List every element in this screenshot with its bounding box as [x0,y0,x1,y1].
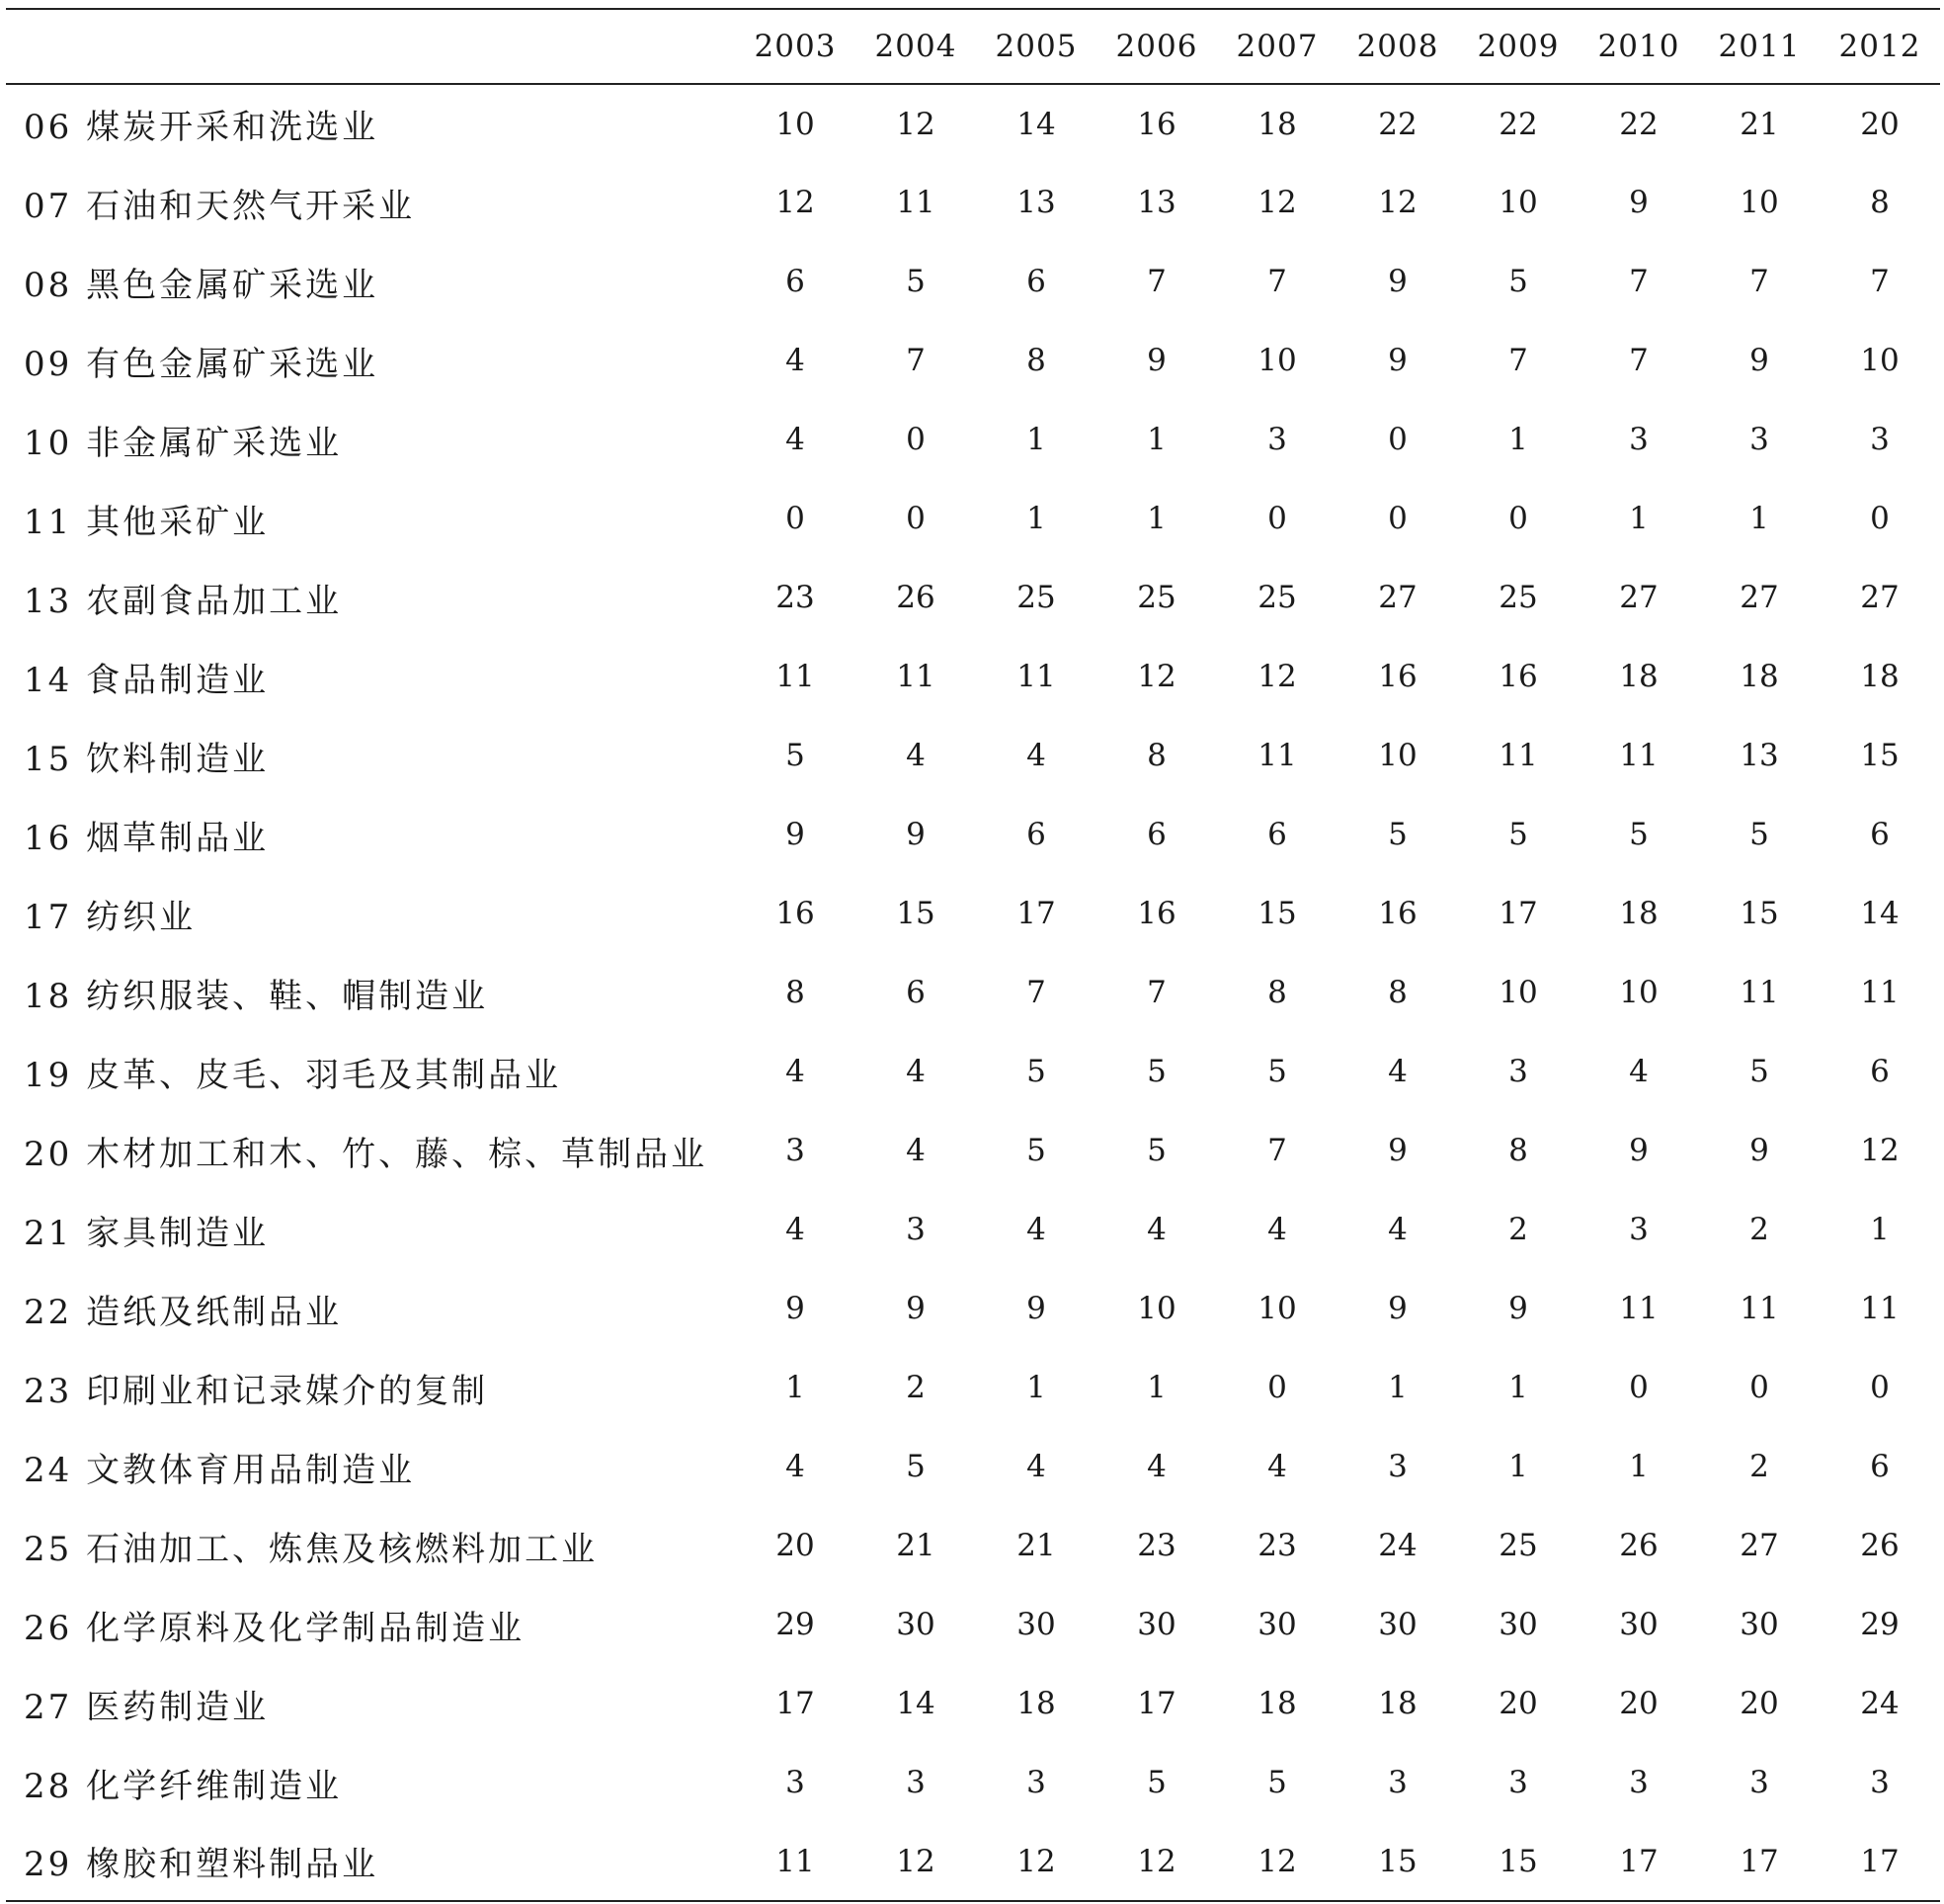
value-cell: 11 [1860,1291,1900,1326]
value-cell: 12 [775,185,815,220]
value-cell: 18 [1016,1686,1056,1721]
table-row [6,637,1940,716]
value-cell: 11 [896,185,935,220]
value-cell: 3 [906,1212,926,1247]
value-cell: 18 [1619,659,1659,694]
table-row [6,795,1940,874]
value-cell: 12 [1257,185,1297,220]
value-cell: 18 [1860,659,1900,694]
value-cell: 2 [1749,1212,1769,1247]
value-cell: 24 [1378,1528,1418,1563]
value-cell: 1 [1026,422,1046,457]
year-header: 2007 [1217,9,1337,84]
industry-label: 22 造纸及纸制品业 [24,1292,343,1332]
value-cell: 10 [1498,185,1538,220]
value-cell: 30 [896,1607,935,1642]
table-row [6,1585,1940,1664]
value-cell: 4 [1388,1212,1408,1247]
value-cell: 12 [1860,1133,1900,1168]
value-cell: 3 [1388,1765,1408,1800]
value-cell: 18 [1378,1686,1418,1721]
table-row [6,1664,1940,1743]
value-cell: 11 [1860,975,1900,1010]
value-cell: 30 [1498,1607,1538,1642]
value-cell: 5 [1749,1054,1769,1089]
value-cell: 18 [1619,896,1659,931]
value-cell: 20 [1860,106,1900,142]
industry-label: 23 印刷业和记录媒介的复制 [24,1371,489,1411]
value-cell: 30 [1016,1607,1056,1642]
industry-label: 07 石油和天然气开采业 [24,186,416,226]
value-cell: 15 [1860,738,1900,773]
value-cell: 11 [1619,738,1659,773]
value-cell: 13 [1740,738,1779,773]
value-cell: 1 [1026,1370,1046,1405]
value-cell: 3 [785,1765,805,1800]
value-cell: 5 [1267,1765,1287,1800]
value-cell: 1 [1147,501,1167,536]
value-cell: 9 [785,817,805,852]
value-cell: 4 [785,1054,805,1089]
value-cell: 10 [1257,1291,1297,1326]
value-cell: 0 [1629,1370,1649,1405]
value-cell: 4 [1026,738,1046,773]
value-cell: 3 [1508,1054,1528,1089]
value-cell: 0 [1388,501,1408,536]
value-cell: 30 [1137,1607,1176,1642]
value-cell: 9 [1026,1291,1046,1326]
value-cell: 0 [1749,1370,1769,1405]
value-cell: 4 [785,343,805,378]
value-cell: 13 [1137,185,1176,220]
industry-label: 16 烟草制品业 [24,818,270,858]
value-cell: 0 [1870,1370,1890,1405]
value-cell: 4 [785,1449,805,1484]
table-row [6,1269,1940,1348]
value-cell: 11 [1498,738,1538,773]
value-cell: 0 [1388,422,1408,457]
value-cell: 6 [1870,1449,1890,1484]
value-cell: 9 [1508,1291,1528,1326]
value-cell: 6 [1026,817,1046,852]
year-header: 2006 [1096,9,1217,84]
year-header: 2004 [855,9,976,84]
value-cell: 5 [1508,817,1528,852]
value-cell: 6 [785,264,805,299]
value-cell: 11 [896,659,935,694]
value-cell: 0 [1870,501,1890,536]
value-cell: 3 [1870,1765,1890,1800]
table-row [6,479,1940,558]
value-cell: 11 [735,1822,855,1901]
value-cell: 23 [1137,1528,1176,1563]
value-cell: 20 [1740,1686,1779,1721]
value-cell: 5 [1147,1054,1167,1089]
value-cell: 1 [1508,422,1528,457]
value-cell: 11 [1257,738,1297,773]
value-cell: 2 [1508,1212,1528,1247]
table-body [6,84,1940,1901]
value-cell: 7 [1267,264,1287,299]
value-cell: 12 [1378,185,1418,220]
header-row [6,9,1940,84]
value-cell: 11 [1740,975,1779,1010]
table-row [6,1822,1940,1901]
table-row [6,1506,1940,1585]
value-cell: 9 [906,817,926,852]
table-row [6,874,1940,953]
value-cell: 4 [1147,1449,1167,1484]
value-cell: 17 [775,1686,815,1721]
value-cell: 4 [906,1054,926,1089]
value-cell: 1 [1508,1449,1528,1484]
value-cell: 16 [1378,896,1418,931]
value-cell: 4 [785,422,805,457]
value-cell: 2 [906,1370,926,1405]
industry-label: 17 纺织业 [24,897,197,937]
value-cell: 7 [1147,264,1167,299]
value-cell: 1 [1026,501,1046,536]
value-cell: 4 [785,1212,805,1247]
value-cell: 1 [1388,1370,1408,1405]
value-cell: 27 [1860,580,1900,615]
industry-label: 21 家具制造业 [24,1213,270,1253]
table-row [6,558,1940,637]
value-cell: 11 [1619,1291,1659,1326]
value-cell: 5 [1267,1054,1287,1089]
value-cell: 10 [1619,975,1659,1010]
value-cell: 22 [1498,106,1538,142]
industry-year-table [6,8,1940,1902]
value-cell: 9 [906,1291,926,1326]
value-cell: 21 [896,1528,935,1563]
value-cell: 16 [1137,896,1176,931]
value-cell: 8 [1388,975,1408,1010]
value-cell: 25 [1498,580,1538,615]
value-cell: 0 [1267,501,1287,536]
value-cell: 8 [785,975,805,1010]
value-cell: 0 [1508,501,1528,536]
value-cell: 27 [1740,1528,1779,1563]
value-cell: 3 [1026,1765,1046,1800]
value-cell: 25 [1257,580,1297,615]
value-cell: 0 [906,501,926,536]
value-cell: 30 [1378,1607,1418,1642]
value-cell: 25 [1016,580,1056,615]
industry-label: 20 木材加工和木、竹、藤、棕、草制品业 [24,1134,708,1174]
table-row [6,321,1940,400]
value-cell: 20 [1498,1686,1538,1721]
value-cell: 5 [1629,817,1649,852]
value-cell: 10 [1860,343,1900,378]
value-cell: 9 [1388,264,1408,299]
value-cell: 9 [1629,185,1649,220]
value-cell: 15 [896,896,935,931]
value-cell: 9 [1749,343,1769,378]
value-cell: 7 [1508,343,1528,378]
value-cell: 22 [1619,106,1659,142]
industry-label: 26 化学原料及化学制品制造业 [24,1608,526,1648]
value-cell: 29 [1860,1607,1900,1642]
value-cell: 8 [1147,738,1167,773]
value-cell: 5 [1147,1765,1167,1800]
value-cell: 29 [775,1607,815,1642]
table-row [6,1427,1940,1506]
value-cell: 17 [1579,1822,1699,1901]
value-cell: 15 [1257,896,1297,931]
value-cell: 8 [1508,1133,1528,1168]
year-header: 2008 [1337,9,1458,84]
value-cell: 17 [1498,896,1538,931]
value-cell: 24 [1860,1686,1900,1721]
industry-label: 25 石油加工、炼焦及核燃料加工业 [24,1529,599,1569]
value-cell: 20 [1619,1686,1659,1721]
industry-label: 24 文教体育用品制造业 [24,1450,416,1490]
value-cell: 9 [1388,1133,1408,1168]
industry-label: 19 皮革、皮毛、羽毛及其制品业 [24,1055,562,1095]
value-cell: 9 [1388,1291,1408,1326]
value-cell: 5 [1508,264,1528,299]
value-cell: 4 [1267,1449,1287,1484]
value-cell: 12 [1137,659,1176,694]
industry-label: 18 纺织服装、鞋、帽制造业 [24,976,489,1016]
value-cell: 10 [1740,185,1779,220]
value-cell: 10 [1378,738,1418,773]
table-row [6,1190,1940,1269]
value-cell: 18 [1740,659,1779,694]
value-cell: 27 [1378,580,1418,615]
value-cell: 10 [1257,343,1297,378]
value-cell: 3 [906,1765,926,1800]
value-cell: 5 [1749,817,1769,852]
industry-label: 13 农副食品加工业 [24,581,343,621]
value-cell: 3 [1749,422,1769,457]
data-table-container [6,8,1938,1902]
value-cell: 30 [1619,1607,1659,1642]
industry-label: 11 其他采矿业 [24,502,270,542]
value-cell: 8 [1267,975,1287,1010]
table-row [6,1743,1940,1822]
value-cell: 3 [785,1133,805,1168]
industry-label: 08 黑色金属矿采选业 [24,265,379,305]
value-cell: 18 [1257,106,1297,142]
table-row [6,1348,1940,1427]
value-cell: 6 [1267,817,1287,852]
value-cell: 4 [1147,1212,1167,1247]
table-row [6,242,1940,321]
value-cell: 5 [1147,1133,1167,1168]
value-cell: 16 [775,896,815,931]
value-cell: 26 [1860,1528,1900,1563]
value-cell: 9 [785,1291,805,1326]
table-header [6,9,1940,84]
value-cell: 7 [1870,264,1890,299]
value-cell: 9 [1147,343,1167,378]
value-cell: 5 [1388,817,1408,852]
industry-label: 28 化学纤维制造业 [24,1766,343,1806]
value-cell: 12 [855,1822,976,1901]
value-cell: 12 [1257,659,1297,694]
value-cell: 21 [1016,1528,1056,1563]
table-row [6,400,1940,479]
value-cell: 17 [1016,896,1056,931]
table-row [6,1111,1940,1190]
value-cell: 6 [1870,817,1890,852]
value-cell: 7 [1026,975,1046,1010]
industry-label: 29 橡胶和塑料制品业 [6,1822,735,1901]
value-cell: 5 [906,1449,926,1484]
value-cell: 10 [1137,1291,1176,1326]
industry-label: 09 有色金属矿采选业 [24,344,379,384]
table-row [6,716,1940,795]
value-cell: 3 [1870,422,1890,457]
value-cell: 17 [1820,1822,1940,1901]
value-cell: 15 [1458,1822,1579,1901]
value-cell: 1 [1629,501,1649,536]
value-cell: 23 [1257,1528,1297,1563]
value-cell: 7 [1749,264,1769,299]
year-header: 2011 [1699,9,1820,84]
value-cell: 13 [1016,185,1056,220]
value-cell: 26 [896,580,935,615]
value-cell: 7 [1147,975,1167,1010]
value-cell: 12 [896,106,935,142]
year-header: 2009 [1458,9,1579,84]
value-cell: 3 [1629,1212,1649,1247]
value-cell: 4 [1026,1449,1046,1484]
value-cell: 6 [1026,264,1046,299]
value-cell: 4 [906,738,926,773]
value-cell: 10 [775,106,815,142]
value-cell: 23 [775,580,815,615]
industry-label: 06 煤炭开采和洗选业 [24,108,379,147]
value-cell: 11 [775,659,815,694]
value-cell: 5 [1026,1054,1046,1089]
value-cell: 25 [1498,1528,1538,1563]
year-header: 2005 [976,9,1096,84]
value-cell: 4 [1388,1054,1408,1089]
value-cell: 5 [906,264,926,299]
value-cell: 14 [1016,106,1056,142]
year-header: 2010 [1579,9,1699,84]
value-cell: 21 [1740,106,1779,142]
value-cell: 1 [1629,1449,1649,1484]
value-cell: 6 [1147,817,1167,852]
value-cell: 4 [1267,1212,1287,1247]
value-cell: 11 [1740,1291,1779,1326]
value-cell: 25 [1137,580,1176,615]
value-cell: 1 [1508,1370,1528,1405]
value-cell: 3 [1629,422,1649,457]
value-cell: 9 [1388,343,1408,378]
value-cell: 26 [1619,1528,1659,1563]
value-cell: 0 [785,501,805,536]
value-cell: 20 [775,1528,815,1563]
value-cell: 30 [1257,1607,1297,1642]
value-cell: 8 [1026,343,1046,378]
value-cell: 3 [1388,1449,1408,1484]
table-row [6,953,1940,1032]
value-cell: 4 [1026,1212,1046,1247]
value-cell: 16 [1137,106,1176,142]
value-cell: 18 [1257,1686,1297,1721]
value-cell: 0 [1267,1370,1287,1405]
value-cell: 1 [1147,1370,1167,1405]
value-cell: 15 [1740,896,1779,931]
value-cell: 3 [1508,1765,1528,1800]
industry-label: 15 饮料制造业 [24,739,270,779]
value-cell: 17 [1137,1686,1176,1721]
value-cell: 14 [1860,896,1900,931]
value-cell: 16 [1498,659,1538,694]
industry-label: 14 食品制造业 [24,660,270,700]
value-cell: 30 [1740,1607,1779,1642]
value-cell: 9 [1749,1133,1769,1168]
value-cell: 6 [906,975,926,1010]
value-cell: 3 [1749,1765,1769,1800]
table-row [6,1032,1940,1111]
value-cell: 5 [785,738,805,773]
value-cell: 16 [1378,659,1418,694]
value-cell: 5 [1026,1133,1046,1168]
value-cell: 1 [1870,1212,1890,1247]
value-cell: 0 [906,422,926,457]
value-cell: 15 [1337,1822,1458,1901]
value-cell: 11 [1016,659,1056,694]
value-cell: 7 [1629,264,1649,299]
value-cell: 1 [1749,501,1769,536]
year-header: 2003 [735,9,855,84]
industry-label: 10 非金属矿采选业 [24,423,343,463]
value-cell: 27 [1619,580,1659,615]
value-cell: 12 [1096,1822,1217,1901]
value-cell: 7 [906,343,926,378]
header-corner-cell [6,9,735,84]
table-row [6,84,1940,163]
value-cell: 1 [1147,422,1167,457]
value-cell: 7 [1267,1133,1287,1168]
industry-label: 27 医药制造业 [24,1687,270,1727]
value-cell: 6 [1870,1054,1890,1089]
value-cell: 3 [1267,422,1287,457]
value-cell: 12 [1217,1822,1337,1901]
value-cell: 8 [1870,185,1890,220]
value-cell: 14 [896,1686,935,1721]
value-cell: 9 [1629,1133,1649,1168]
year-header: 2012 [1820,9,1940,84]
value-cell: 27 [1740,580,1779,615]
value-cell: 3 [1629,1765,1649,1800]
value-cell: 12 [976,1822,1096,1901]
table-row [6,163,1940,242]
value-cell: 10 [1498,975,1538,1010]
value-cell: 4 [1629,1054,1649,1089]
value-cell: 2 [1749,1449,1769,1484]
value-cell: 7 [1629,343,1649,378]
value-cell: 4 [906,1133,926,1168]
value-cell: 22 [1378,106,1418,142]
value-cell: 1 [785,1370,805,1405]
value-cell: 17 [1699,1822,1820,1901]
